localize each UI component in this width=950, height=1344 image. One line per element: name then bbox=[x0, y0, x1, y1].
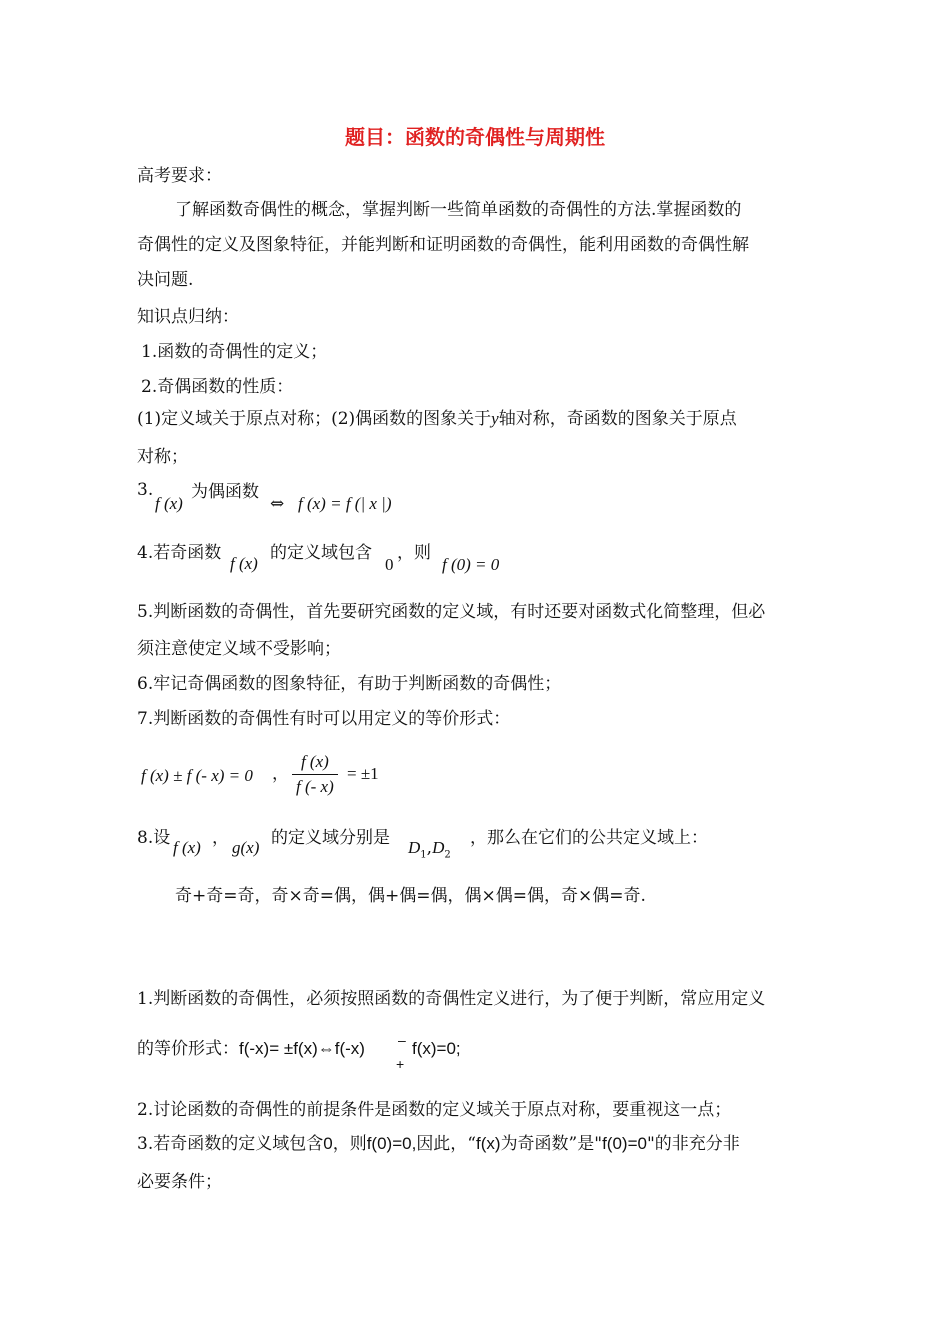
note-1-line2 bbox=[137, 1038, 365, 1060]
requirements-heading: 高考要求： bbox=[137, 166, 222, 186]
knowledge-item-2-detail-line1 bbox=[137, 408, 737, 430]
item-8-separator: ， bbox=[212, 828, 229, 848]
knowledge-item-7: 7.判断函数的奇偶性有时可以用定义的等价形式： bbox=[137, 709, 511, 729]
knowledge-item-2: 2.奇偶函数的性质： bbox=[141, 377, 294, 397]
item-7-formula-1: f (x) ± f (- x) = 0 bbox=[141, 766, 253, 785]
knowledge-item-5-line2: 须注意使定义域不受影响； bbox=[137, 639, 341, 659]
item-3-number: 3. bbox=[137, 480, 154, 500]
item-4-fx: f (x) bbox=[230, 554, 258, 573]
item-8-gx: g(x) bbox=[232, 838, 260, 857]
requirements-para-line3: 决问题. bbox=[137, 270, 194, 290]
note-3-line2: 必要条件； bbox=[137, 1172, 222, 1192]
item-8-text-a: 8.设 bbox=[137, 828, 171, 848]
detail-text-b: 轴对称，奇函数的图象关于原点 bbox=[498, 409, 737, 429]
fraction-numerator: f (x) bbox=[292, 752, 338, 775]
plus-sign: + bbox=[396, 1056, 405, 1072]
parity-rules: 奇+奇=奇，奇×奇=偶，偶+偶=偶，偶×偶=偶，奇×偶=奇. bbox=[175, 886, 646, 906]
item-7-fraction bbox=[292, 752, 338, 797]
iff-symbol: ⇔ bbox=[270, 494, 285, 514]
detail-text-a: (1)定义域关于原点对称；(2)偶函数的图象关于 bbox=[137, 409, 492, 429]
note-3-text-d: 为奇函数”是" bbox=[500, 1134, 603, 1154]
domain-d1: D bbox=[408, 838, 421, 857]
note-3-line1 bbox=[137, 1133, 740, 1155]
note-1-formula-end: f(x)=0; bbox=[412, 1039, 461, 1058]
note-3-f0: f(0)=0, bbox=[366, 1134, 417, 1153]
note-1-formula: f(-x)= ±f(x)⇔f(-x) bbox=[239, 1039, 365, 1058]
note-3-text-f: "的非充分非 bbox=[646, 1134, 740, 1154]
knowledge-item-5-line1: 5.判断函数的奇偶性，首先要研究函数的定义域，有时还要对函数式化简整理，但必 bbox=[137, 602, 766, 622]
knowledge-heading: 知识点归纳： bbox=[137, 307, 239, 327]
subscript-1: 1 bbox=[420, 849, 427, 861]
note-3-f0-condition: f(0)=0 bbox=[602, 1134, 647, 1153]
item-4-text-c: ，则 bbox=[397, 543, 431, 563]
fraction-denominator: f (- x) bbox=[296, 777, 334, 796]
requirements-para-line2: 奇偶性的定义及图象特征，并能判断和证明函数的奇偶性，能利用函数的奇偶性解 bbox=[137, 235, 749, 255]
minus-sign: – bbox=[398, 1032, 406, 1048]
note-3-text-a: 3.若奇函数的定义域包含 bbox=[137, 1134, 324, 1154]
knowledge-item-6: 6.牢记奇偶函数的图象特征，有助于判断函数的奇偶性； bbox=[137, 674, 562, 694]
item-4-zero: 0 bbox=[385, 555, 394, 574]
item-4-text-a: 4.若奇函数 bbox=[137, 543, 222, 563]
item-8-text-c: ，那么在它们的公共定义域上： bbox=[470, 828, 708, 848]
note-3-fx: f(x) bbox=[476, 1134, 501, 1153]
item-8-text-b: 的定义域分别是 bbox=[271, 828, 390, 848]
y-variable: y bbox=[491, 409, 499, 428]
note-1-text: 的等价形式： bbox=[137, 1039, 239, 1059]
note-3-zero: 0 bbox=[323, 1134, 333, 1153]
item-4-text-b: 的定义域包含 bbox=[270, 543, 372, 563]
item-8-fx: f (x) bbox=[173, 838, 201, 857]
note-3-text-c: 因此，“ bbox=[416, 1134, 477, 1154]
item-4-formula: f (0) = 0 bbox=[442, 555, 500, 574]
note-2: 2.讨论函数的奇偶性的前提条件是函数的定义域关于原点对称，要重视这一点； bbox=[137, 1100, 732, 1120]
item-7-separator: ， bbox=[272, 764, 289, 784]
note-1-line1: 1.判断函数的奇偶性，必须按照函数的奇偶性定义进行，为了便于判断，常应用定义 bbox=[137, 989, 766, 1009]
item-3-text: 为偶函数 bbox=[191, 482, 259, 502]
knowledge-item-1: 1.函数的奇偶性的定义； bbox=[141, 342, 328, 362]
domain-comma: , bbox=[426, 838, 433, 858]
item-7-fraction-rhs: = ±1 bbox=[347, 764, 379, 783]
item-8-domains bbox=[408, 838, 451, 865]
item-3-formula: f (x) = f (| x |) bbox=[298, 494, 392, 513]
item-3-fx: f (x) bbox=[155, 494, 183, 513]
note-3-text-b: ，则 bbox=[332, 1134, 367, 1154]
requirements-para-line1: 了解函数奇偶性的概念，掌握判断一些简单函数的奇偶性的方法.掌握函数的 bbox=[175, 200, 742, 220]
domain-d2: D bbox=[432, 838, 445, 857]
knowledge-item-2-detail-line2: 对称； bbox=[137, 447, 188, 467]
subscript-2: 2 bbox=[444, 849, 451, 861]
page-title: 题目：函数的奇偶性与周期性 bbox=[345, 125, 605, 149]
